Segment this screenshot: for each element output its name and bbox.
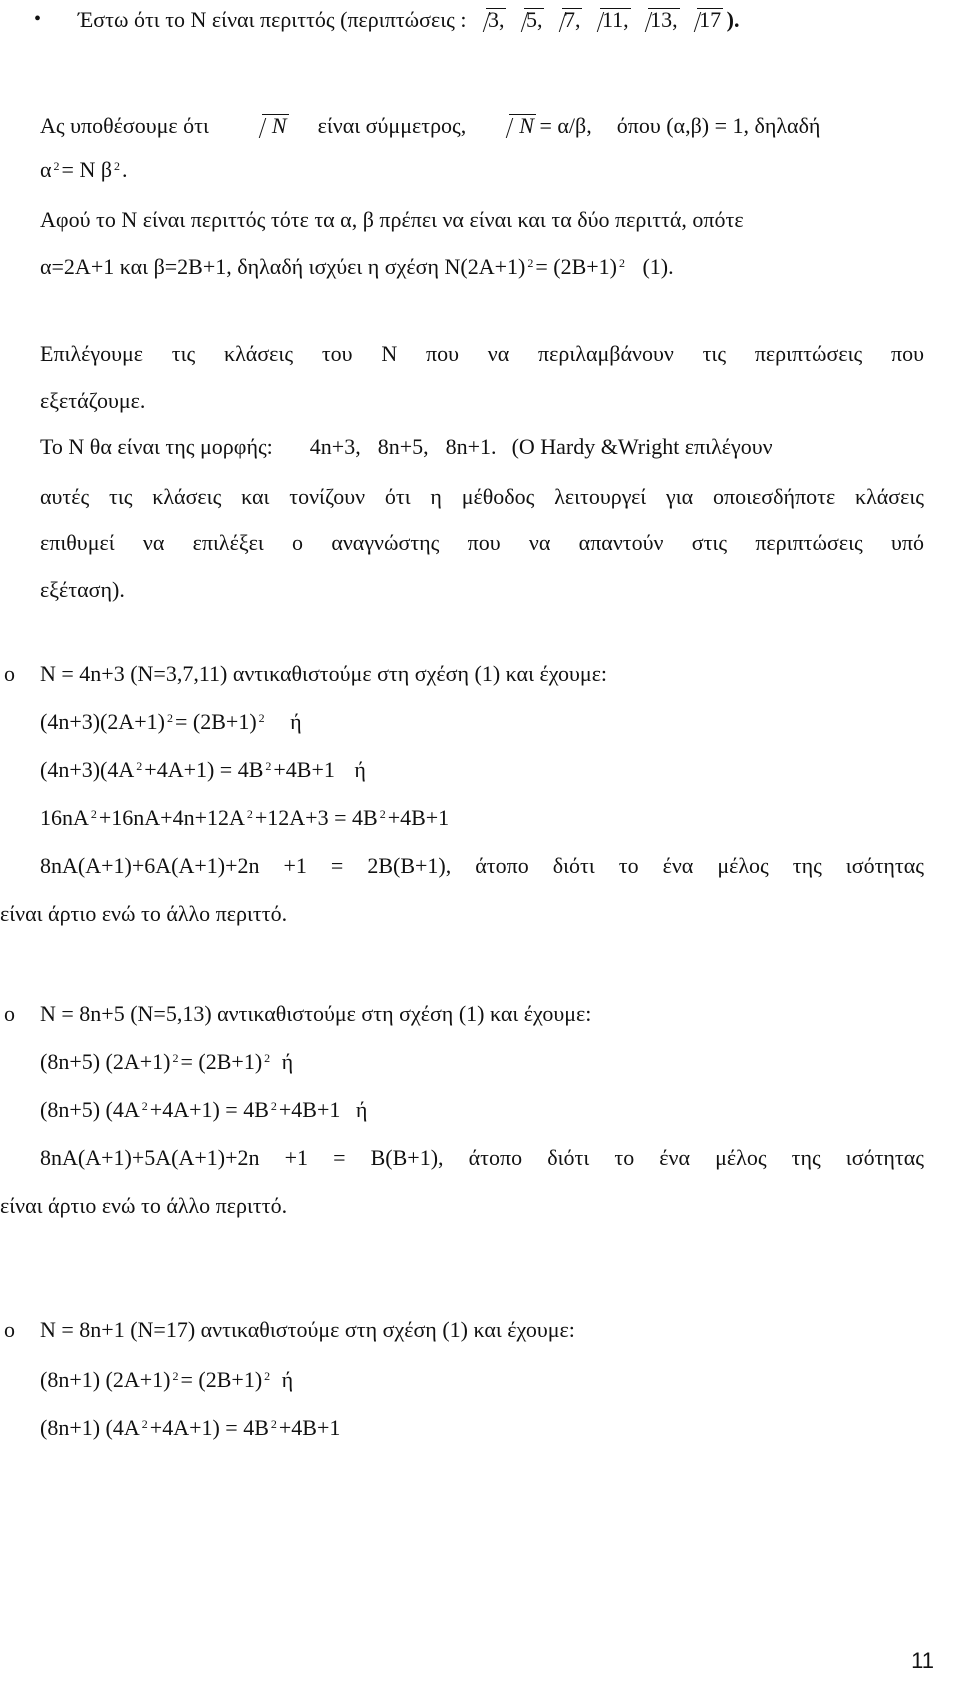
case2-eq-2: (8n+5) (4A $^2$+4A+1) = 4B $^2$+4B+1 ή [40, 1097, 368, 1122]
sqrt-7: 7, [550, 6, 581, 34]
assume-line-2: α $^2$= Ν β $^2$. [40, 157, 128, 182]
sqrt-17: 17 [685, 6, 721, 34]
case3-marker: o [4, 1317, 15, 1342]
case2-eq-1: (8n+5) (2A+1) $^2$= (2B+1) $^2$ ή [40, 1049, 294, 1074]
sqrt-3: 3, [474, 6, 505, 34]
case1-eq-5: είναι άρτιο ενώ το άλλο περιττό. [0, 901, 288, 926]
assume-line-1: Ας υποθέσουμε ότι N είναι σύμμετρος, N = α/β, όπου (α,β) = 1, δηλαδή [40, 113, 821, 138]
classes-line-3: Το Ν θα είναι της μορφής: 4n+3, 8n+5, 8n+1. (Ο Hardy &Wright επιλέγουν [40, 434, 773, 459]
classes-line-1: Επιλέγουμε τις κλάσεις του Ν που να περιλαμβάνουν τις περιπτώσεις που [40, 341, 924, 366]
case3-heading: Ν = 8n+1 (N=17) αντικαθιστούμε στη σχέση (1) και έχουμε: [40, 1317, 575, 1342]
case2-marker: o [4, 1001, 15, 1026]
case3-eq-1: (8n+1) (2A+1) $^2$= (2B+1) $^2$ ή [40, 1367, 294, 1392]
intro-line [78, 6, 739, 34]
case2-eq-3: 8nA(A+1)+5A(A+1)+2n +1 = B(B+1), άτοπο διότι το ένα μέλος της ισότητας [40, 1145, 924, 1170]
case3-eq-2: (8n+1) (4A $^2$+4A+1) = 4B $^2$+4B+1 [40, 1415, 341, 1440]
case1-eq-4: 8nA(A+1)+6A(A+1)+2n +1 = 2B(B+1), άτοπο διότι το ένα μέλος της ισότητας [40, 853, 924, 878]
intro-lead: Έστω ότι το Ν είναι περιττός (περιπτώσεις : [78, 7, 467, 32]
odd-line-1: Αφού το Ν είναι περιττός τότε τα α, β πρέπει να είναι και τα δύο περιττά, οπότε [40, 207, 744, 232]
case1-eq-3: 16nA $^2$+16nA+4n+12A $^2$+12A+3 = 4B $^2$+4B+1 [40, 805, 450, 830]
sqrt-11: 11, [588, 6, 629, 34]
odd-line-2: α=2Α+1 και β=2Β+1, δηλαδή ισχύει η σχέση Ν(2Α+1) $^2$= (2Β+1) $^2$ (1). [40, 254, 674, 279]
classes-line-2: εξετάζουμε. [40, 388, 146, 413]
page-number: 11 [911, 1648, 934, 1673]
case1-eq-1: (4n+3)(2A+1) $^2$= (2B+1) $^2$ ή [40, 709, 302, 734]
classes-line-5: επιθυμεί να επιλέξει ο αναγνώστης που να απαντούν στις περιπτώσεις υπό [40, 530, 924, 555]
case2-heading: Ν = 8n+5 (N=5,13) αντικαθιστούμε στη σχέση (1) και έχουμε: [40, 1001, 592, 1026]
case1-marker: o [4, 661, 15, 686]
classes-line-6: εξέταση). [40, 577, 125, 602]
case1-eq-2: (4n+3)(4A $^2$+4A+1) = 4B $^2$+4B+1 ή [40, 757, 366, 782]
case1-heading: Ν = 4n+3 (N=3,7,11) αντικαθιστούμε στη σχέση (1) και έχουμε: [40, 661, 608, 686]
sqrt-5: 5, [512, 6, 543, 34]
intro-tail: ). [726, 7, 740, 32]
sqrt-n-2: N [497, 112, 534, 140]
classes-line-4: αυτές τις κλάσεις και τονίζουν ότι η μέθοδος λειτουργεί για οποιεσδήποτε κλάσεις [40, 484, 924, 509]
bullet-glyph: • [34, 8, 42, 30]
sqrt-n-1: N [250, 112, 287, 140]
case2-eq-4: είναι άρτιο ενώ το άλλο περιττό. [0, 1193, 288, 1218]
sqrt-13: 13, [636, 6, 678, 34]
